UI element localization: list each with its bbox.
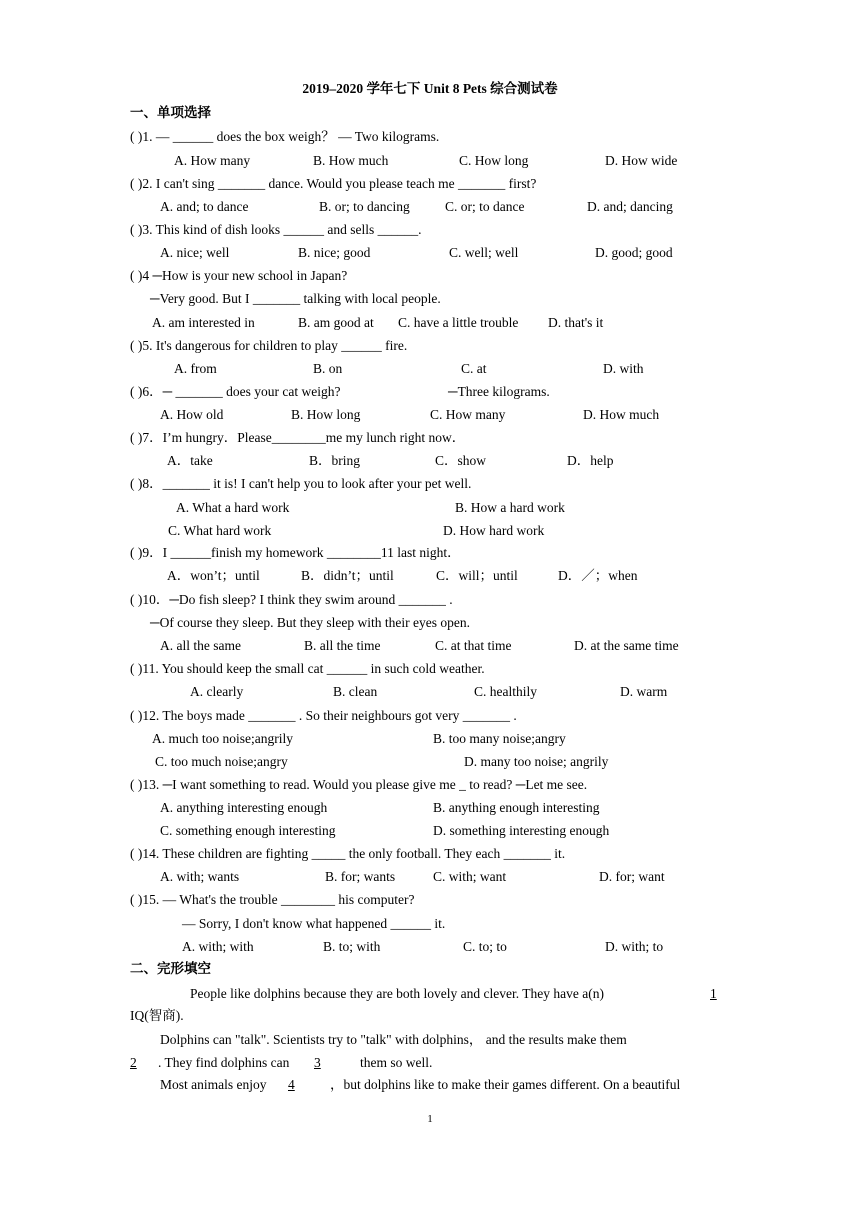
question-6: ( )6．─ _______ does your cat weigh? <box>130 384 341 399</box>
option: A. How old <box>160 407 224 422</box>
option: A. clearly <box>190 684 244 699</box>
option: A. with; wants <box>160 869 240 884</box>
option: D. with; to <box>605 939 664 954</box>
question-11: ( )11. You should keep the small cat ______ in such cold weather. <box>130 661 485 676</box>
option: C. How long <box>459 153 529 168</box>
option: D. good; good <box>595 245 673 260</box>
cloze-blank-4: 4 <box>288 1077 295 1092</box>
option: A. all the same <box>160 638 241 653</box>
cloze-paragraph-1: People like dolphins because they are both lovely and clever. They have a(n) <box>190 986 604 1001</box>
option: D．／；when <box>558 568 638 583</box>
option: A. nice; well <box>160 245 230 260</box>
question-4: ( )4 ─How is your new school in Japan? <box>130 268 348 283</box>
option: C. have a little trouble <box>398 315 519 330</box>
question-5: ( )5. It's dangerous for children to play ______ fire. <box>130 338 408 353</box>
option: D. something interesting enough <box>433 823 610 838</box>
question-14: ( )14. These children are fighting _____ the only football. They each _______ it. <box>130 846 566 861</box>
option: C. What hard work <box>168 523 272 538</box>
option: D. with <box>603 361 644 376</box>
option: D. How hard work <box>443 523 545 538</box>
section-heading-choice: 一、单项选择 <box>130 105 211 120</box>
option: D．help <box>567 453 614 468</box>
option: B. clean <box>333 684 378 699</box>
option: C. something enough interesting <box>160 823 336 838</box>
question-15-line2: — Sorry, I don't know what happened ______ it. <box>182 916 446 931</box>
option: D. many too noise; angrily <box>464 754 609 769</box>
option: B. or; to dancing <box>319 199 410 214</box>
option: B. to; with <box>323 939 381 954</box>
cloze-paragraph-1-cont: IQ(智商). <box>130 1008 184 1023</box>
option: A. and; to dance <box>160 199 249 214</box>
option: D. and; dancing <box>587 199 673 214</box>
option: A．won’t；until <box>167 568 260 583</box>
cloze-paragraph-3-cont: ，but dolphins like to make their games different. On a beautiful <box>330 1077 681 1092</box>
question-12: ( )12. The boys made _______ . So their neighbours got very _______ . <box>130 708 517 723</box>
option: C. or; to dance <box>445 199 525 214</box>
option: C．will；until <box>436 568 518 583</box>
option: A. am interested in <box>152 315 255 330</box>
cloze-blank-2: 2 <box>130 1055 137 1070</box>
option: C. How many <box>430 407 506 422</box>
question-2: ( )2. I can't sing _______ dance. Would you please teach me _______ first? <box>130 176 537 191</box>
cloze-paragraph-2: Dolphins can "talk". Scientists try to "talk" with dolphins， and the results make them <box>160 1032 627 1047</box>
option: A. What a hard work <box>176 500 290 515</box>
option: B. for; wants <box>325 869 396 884</box>
option: B. How long <box>291 407 361 422</box>
option: D. at the same time <box>574 638 679 653</box>
option: A. How many <box>174 153 251 168</box>
option: B. too many noise;angry <box>433 731 566 746</box>
question-10: ( )10．─Do fish sleep? I think they swim around _______ . <box>130 592 453 607</box>
option: C. to; to <box>463 939 507 954</box>
option: A. from <box>174 361 217 376</box>
cloze-paragraph-2-end: them so well. <box>360 1055 433 1070</box>
option: B. am good at <box>298 315 374 330</box>
question-13: ( )13. ─I want something to read. Would you please give me _ to read? ─Let me see. <box>130 777 588 792</box>
question-9: ( )9．I ______finish my homework ________11 last night． <box>130 545 461 560</box>
option: D. warm <box>620 684 668 699</box>
option: D. that's it <box>548 315 604 330</box>
cloze-paragraph-3: Most animals enjoy <box>160 1077 267 1092</box>
question-10-line2: ─Of course they sleep. But they sleep with their eyes open. <box>150 615 470 630</box>
question-3: ( )3. This kind of dish looks ______ and sells ______. <box>130 222 422 237</box>
cloze-blank-1: 1 <box>710 986 717 1001</box>
option: C. well; well <box>449 245 519 260</box>
option: D. How much <box>583 407 660 422</box>
option: A. anything interesting enough <box>160 800 328 815</box>
option: B. How a hard work <box>455 500 565 515</box>
cloze-blank-3: 3 <box>314 1055 321 1070</box>
question-4-line2: ─Very good. But I _______ talking with local people. <box>150 291 441 306</box>
question-8: ( )8．_______ it is! I can't help you to look after your pet well. <box>130 476 472 491</box>
option: A. with; with <box>182 939 254 954</box>
option: C. with; want <box>433 869 507 884</box>
question-15: ( )15. — What's the trouble ________ his computer? <box>130 892 415 907</box>
option: D. for; want <box>599 869 665 884</box>
option: B．didn’t；until <box>301 568 394 583</box>
option: A．take <box>167 453 213 468</box>
cloze-paragraph-2-cont: . They find dolphins can <box>158 1055 290 1070</box>
option: C. healthily <box>474 684 537 699</box>
option: D. How wide <box>605 153 678 168</box>
option: B. How much <box>313 153 389 168</box>
section-heading-cloze: 二、完形填空 <box>130 961 211 976</box>
option: B．bring <box>309 453 361 468</box>
option: B. all the time <box>304 638 381 653</box>
option: B. anything enough interesting <box>433 800 600 815</box>
question-1: ( )1. — ______ does the box weigh？ — Two kilograms. <box>130 129 440 144</box>
option: C. too much noise;angry <box>155 754 288 769</box>
option: B. nice; good <box>298 245 371 260</box>
option: C. at that time <box>435 638 512 653</box>
question-7: ( )7．I’m hungry．Please________me my lunch right now． <box>130 430 466 445</box>
page-number: 1 <box>427 1113 433 1125</box>
option: C. at <box>461 361 487 376</box>
option: B. on <box>313 361 343 376</box>
option: A. much too noise;angrily <box>152 731 293 746</box>
question-6-answer: ─Three kilograms. <box>448 384 550 399</box>
option: C．show <box>435 453 487 468</box>
page-title: 2019–2020 学年七下 Unit 8 Pets 综合测试卷 <box>302 81 558 96</box>
